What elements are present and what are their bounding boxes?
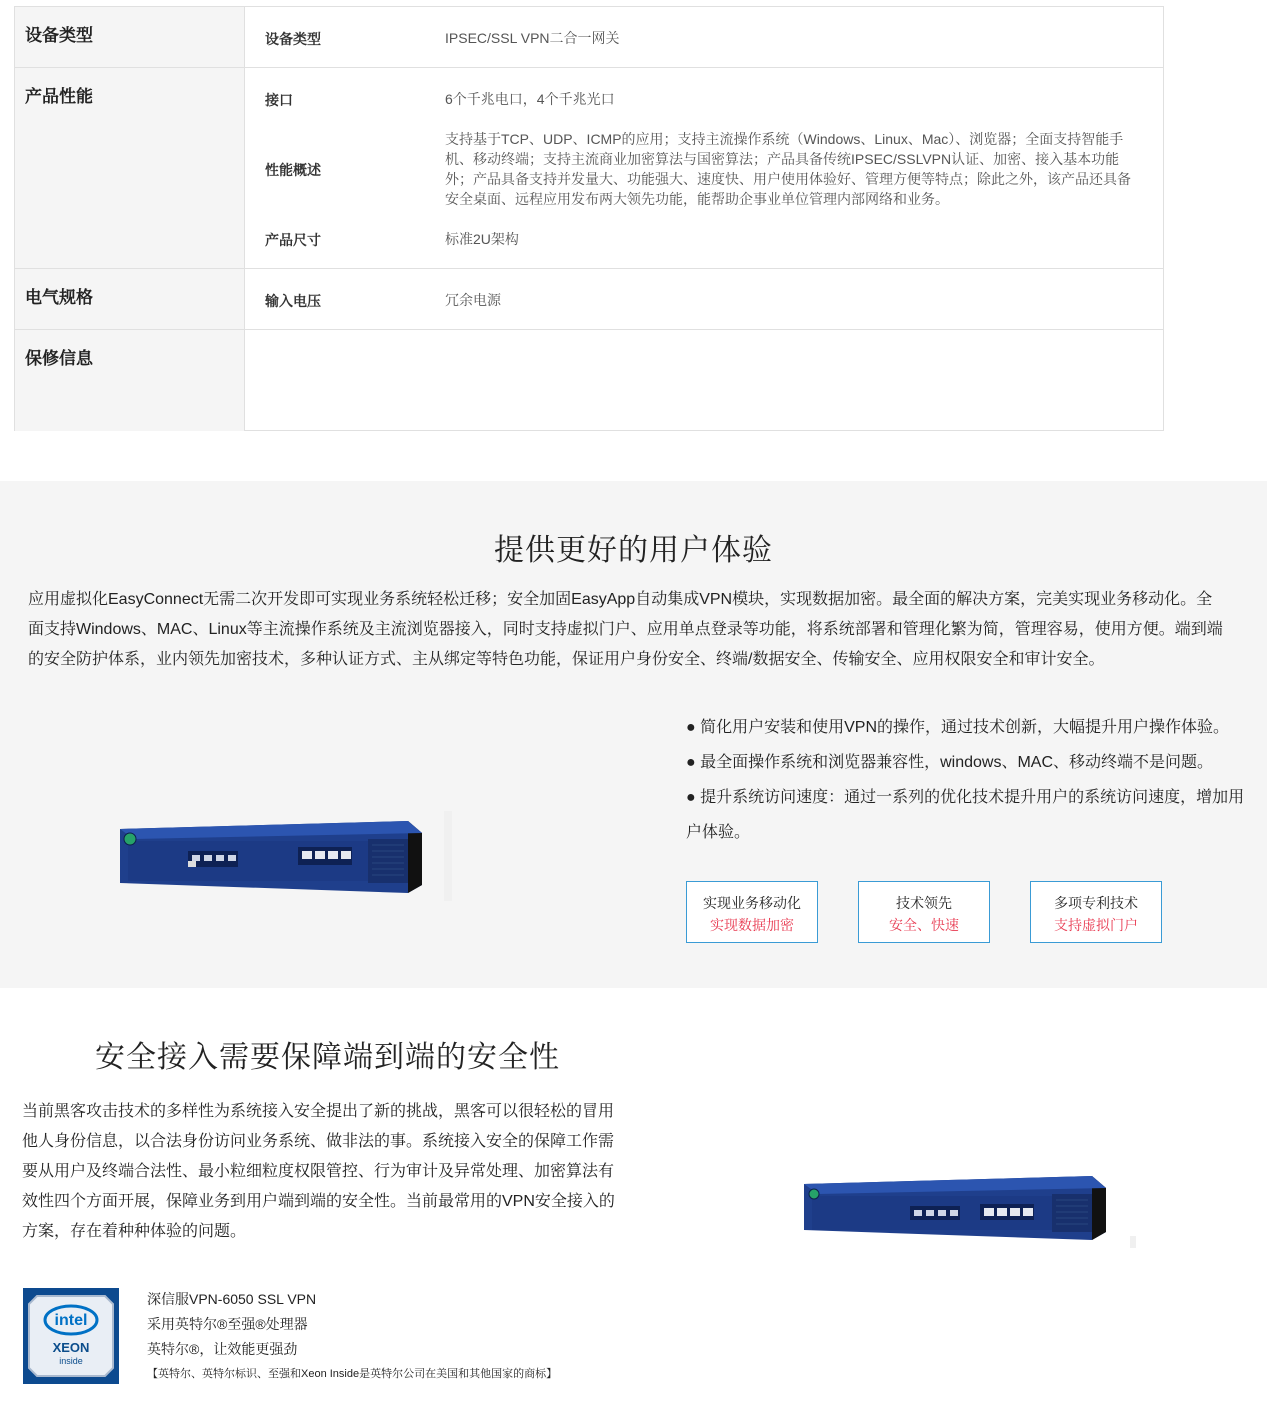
intel-info-line: 采用英特尔®至强®处理器 (147, 1316, 308, 1332)
intel-info (147, 1287, 557, 1387)
spec-item-value: 支持基于TCP、UDP、ICMP的应用；支持主流操作系统（Windows、Linux、Mac）、浏览器；全面支持智能手机、移动终端；支持主流商业加密算法与国密算法；产品具备传统IPSEC/SSLVPN认证、加密、接入基本功能外；产品具备支持并发量大、功能强大、速度快、用户使用体验好、管理方便等特点；除此之外，该产品还具备安全桌面、远程应用发布两大领先功能，能帮助企事业单位管理内部网络和业务。 (445, 131, 1131, 207)
bullet-item: ● 提升系统访问速度：通过一系列的优化技术提升用户的系统访问速度，增加用户体验。 (686, 789, 1245, 841)
spec-category: 设备类型 (15, 7, 245, 67)
spec-item-name: 设备类型 (265, 31, 321, 47)
spec-category: 产品性能 (15, 68, 245, 268)
spec-row-performance (15, 68, 1163, 269)
feature-title: 技术领先 (896, 895, 952, 911)
spec-item-value: 标准2U架构 (445, 231, 519, 247)
user-experience-section (0, 481, 1267, 988)
vpn-device-graphic (802, 1170, 1142, 1250)
spec-row-electrical (15, 269, 1163, 330)
svg-text:inside: inside (59, 1356, 83, 1366)
bullet-item: ● 简化用户安装和使用VPN的操作，通过技术创新，大幅提升用户操作体验。 (686, 719, 1230, 736)
feature-title: 实现业务移动化 (703, 895, 801, 911)
spec-category: 电气规格 (15, 269, 245, 329)
feature-subtitle: 安全、快速 (889, 917, 959, 933)
spec-category: 保修信息 (15, 330, 245, 431)
section-title: 提供更好的用户体验 (494, 534, 773, 567)
svg-text:XEON: XEON (52, 1340, 90, 1355)
feature-bullets (686, 710, 1246, 850)
intel-badge-graphic (23, 1288, 119, 1384)
intel-trademark-note: 【英特尔、英特尔标识、至强和Xeon Inside是英特尔公司在美国和其他国家的商标】 (147, 1368, 558, 1380)
vpn-device-graphic (118, 811, 458, 911)
spec-row-warranty (15, 330, 1163, 431)
feature-box[interactable] (686, 881, 818, 943)
feature-box[interactable] (858, 881, 990, 943)
vpn-device-image-2 (802, 1170, 1142, 1250)
feature-boxes (686, 881, 1162, 943)
security-paragraph: 当前黑客攻击技术的多样性为系统接入安全提出了新的挑战，黑客可以很轻松的冒用他人身份信息，以合法身份访问业务系统、做非法的事。系统接入安全的保障工作需要从用户及终端合法性、最小粒细粒度权限管控、行为审计及异常处理、加密算法有效性四个方面开展，保障业务到用户端到端的安全性。当前最常用的VPN安全接入的方案，存在着种种体验的问题。 (22, 1103, 615, 1240)
spec-table (14, 6, 1164, 431)
spec-item-name: 接口 (265, 92, 293, 108)
feature-subtitle: 支持虚拟门户 (1054, 917, 1138, 933)
intel-info-line: 英特尔®，让效能更强劲 (147, 1341, 298, 1357)
security-section-title: 安全接入需要保障端到端的安全性 (95, 1041, 560, 1074)
spec-item-name: 输入电压 (265, 293, 321, 309)
spec-item-value: IPSEC/SSL VPN二合一网关 (445, 30, 620, 46)
intel-info-line: 深信服VPN-6050 SSL VPN (147, 1291, 317, 1307)
bullet-item: ● 最全面操作系统和浏览器兼容性，windows、MAC、移动终端不是问题。 (686, 754, 1214, 771)
intel-xeon-logo (23, 1288, 119, 1384)
section-intro: 应用虚拟化EasyConnect无需二次开发即可实现业务系统轻松迁移；安全加固EasyApp自动集成VPN模块，实现数据加密。最全面的解决方案，完美实现业务移动化。全面支持Windows、MAC、Linux等主流操作系统及主流浏览器接入，同时支持虚拟门户、应用单点登录等功能，将系统部署和管理化繁为简，管理容易，使用方便。端到端的安全防护体系，业内领先加密技术，多种认证方式、主从绑定等特色功能，保证用户身份安全、终端/数据安全、传输安全、应用权限安全和审计安全。 (28, 591, 1223, 668)
spec-item-value: 冗余电源 (445, 292, 501, 308)
svg-text:intel: intel (54, 1312, 88, 1329)
feature-box[interactable] (1030, 881, 1162, 943)
feature-subtitle: 实现数据加密 (710, 917, 794, 933)
feature-title: 多项专利技术 (1054, 895, 1138, 911)
spec-row-device-type (15, 7, 1163, 68)
vpn-device-image (118, 811, 458, 911)
spec-item-name: 性能概述 (265, 162, 321, 178)
spec-item-name: 产品尺寸 (265, 232, 321, 248)
spec-item-value: 6个千兆电口，4个千兆光口 (445, 91, 615, 107)
